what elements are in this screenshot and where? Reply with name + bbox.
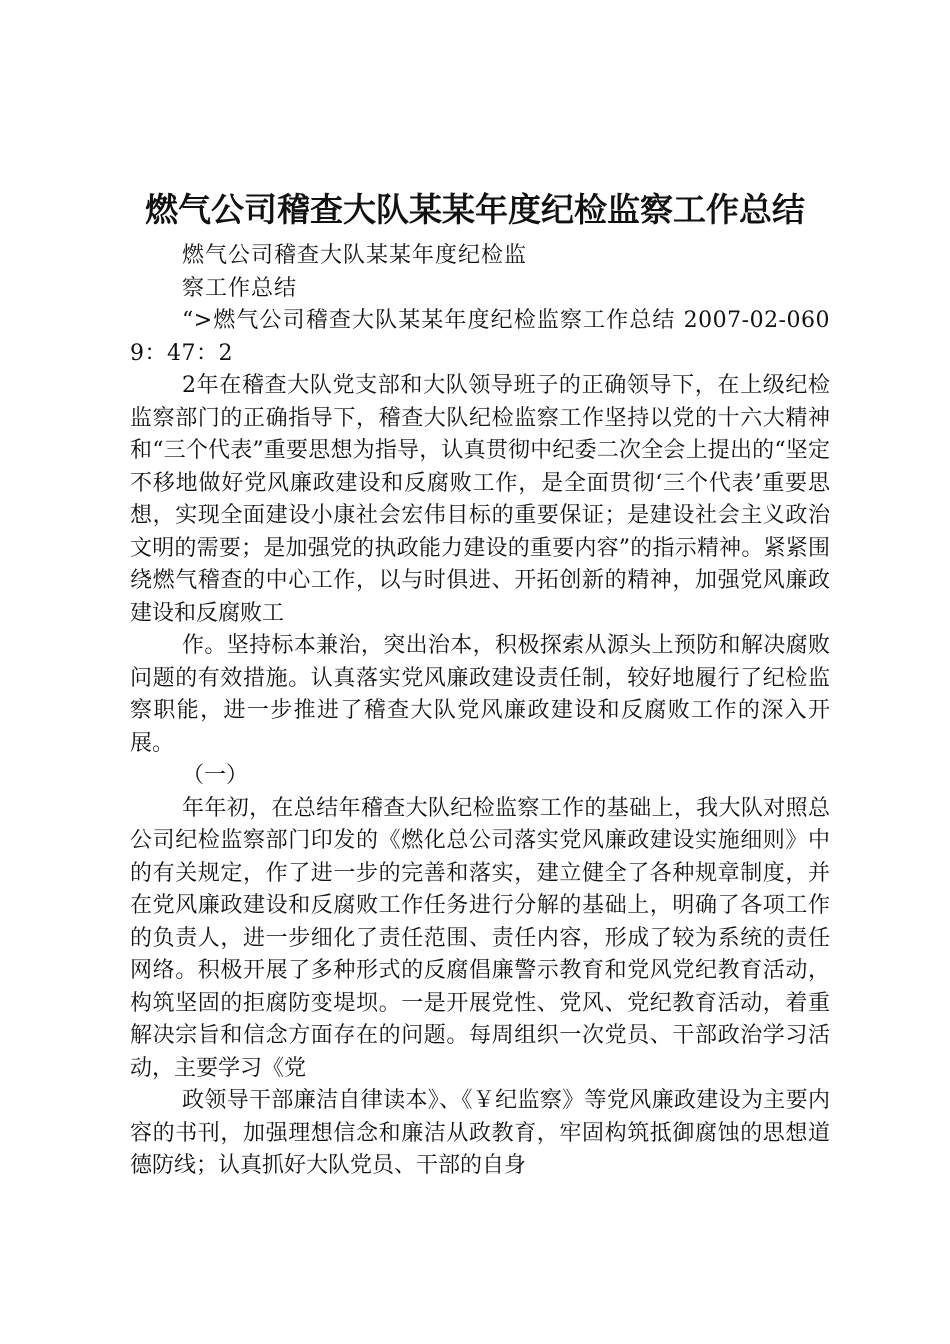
body-paragraph: 政领导干部廉洁自律读本》、《￥纪监察》等党风廉政建设为主要内容的书刊，加强理想信念和廉洁从政教育，牢固构筑抵御腐蚀的思想道德防线；认真抓好大队党员、干部的自身 (130, 1088, 830, 1178)
document-title: 燃气公司稽查大队某某年度纪检监察工作总结 (145, 190, 805, 229)
subtitle-line-1: 燃气公司稽查大队某某年度纪检监 (182, 243, 528, 268)
section-heading: （一） (182, 763, 249, 788)
subtitle-line-2: 察工作总结 (182, 275, 298, 301)
document-body (130, 240, 830, 1183)
body-paragraph: 2年在稽查大队党支部和大队领导班子的正确领导下，在上级纪检监察部门的正确指导下，稽查大队纪检监察工作坚持以党的十六大精神和“三个代表”重要思想为指导，认真贯彻中纪委二次全会上提出的“坚定不移地做好党风廉政建设和反腐败工作，是全面贯彻‘三个代表’重要思想，实现全面建设小康社会宏伟目标的重要保证；是建设社会主义政治文明的需要；是加强党的执政能力建设的重要内容”的指示精神。紧紧围绕燃气稽查的中心工作，以与时俱进、开拓创新的精神，加强党风廉政建设和反腐败工 (130, 373, 830, 626)
body-paragraph: 作。坚持标本兼治，突出治本，积极探索从源头上预防和解决腐败问题的有效措施。认真落实党风廉政建设责任制，较好地履行了纪检监察职能，进一步推进了稽查大队党风廉政建设和反腐败工作的深入开展。 (130, 633, 830, 756)
source-date-line: “>燃气公司稽查大队某某年度纪检监察工作总结 2007-02-0609：47：2 (130, 308, 830, 366)
body-paragraph: 年年初，在总结年稽查大队纪检监察工作的基础上，我大队对照总公司纪检监察部门印发的《燃化总公司落实党风廉政建设实施细则》中的有关规定，作了进一步的完善和落实，建立健全了各种规章制度，并在党风廉政建设和反腐败工作任务进行分解的基础上，明确了各项工作的负责人，进一步细化了责任范围、责任内容，形成了较为系统的责任网络。积极开展了多种形式的反腐倡廉警示教育和党风党纪教育活动，构筑坚固的拒腐防变堤坝。一是开展党性、党风、党纪教育活动，着重解决宗旨和信念方面存在的问题。每周组织一次党员、干部政治学习活动，主要学习《党 (130, 795, 830, 1081)
